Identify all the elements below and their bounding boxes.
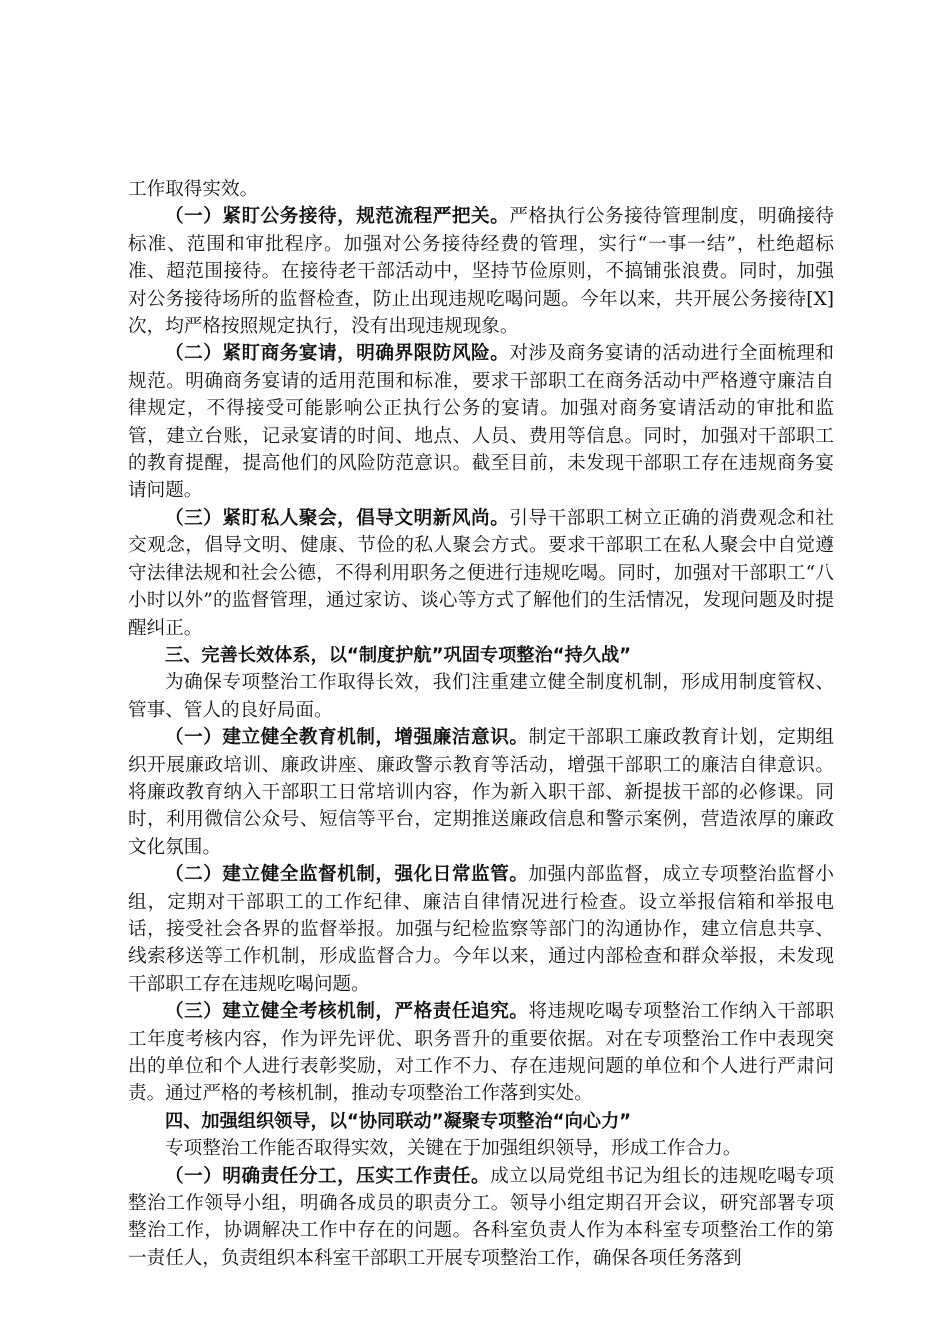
section-paragraph-business-banquet bbox=[128, 340, 834, 504]
section-paragraph-education-mechanism bbox=[128, 724, 834, 861]
section-body: 加强内部监督，成立专项整治监督小组，定期对干部职工的工作纪律、廉洁自律情况进行检查。设立举报信箱和举报电话，接受社会各界的监督举报。加强与纪检监察等部门的沟通协作，建立信息共享、线索移送等工作机制，形成监督合力。今年以来，通过内部检查和群众举报，未发现干部职工存在违规吃喝问题。 bbox=[128, 864, 834, 995]
intro-paragraph-three: 为确保专项整治工作取得长效，我们注重建立健全制度机制，形成用制度管权、管事、管人的良好局面。 bbox=[128, 672, 834, 721]
section-title: （一）建立健全教育机制，增强廉洁意识。 bbox=[165, 727, 529, 749]
section-title: （三）紧盯私人聚会，倡导文明新风尚。 bbox=[165, 507, 510, 529]
section-paragraph-private-gathering bbox=[128, 505, 834, 642]
document-page bbox=[128, 176, 834, 1272]
heading-four: 四、加强组织领导，以“协同联动”凝聚专项整治“向心力” bbox=[165, 1110, 632, 1132]
section-body: 严格执行公务接待管理制度，明确接待标准、范围和审批程序。加强对公务接待经费的管理，实行“一事一结”，杜绝超标准、超范围接待。在接待老干部活动中，坚持节俭原则，不搞铺张浪费。同时，加强对公务接待场所的监督检查，防止出现违规吃喝问题。今年以来，共开展公务接待[X]次，均严格按照规定执行，没有出现违规现象。 bbox=[128, 206, 834, 338]
section-title: （三）建立健全考核机制，严格责任追究。 bbox=[165, 1001, 529, 1023]
heading-three: 三、完善长效体系，以“制度护航”巩固专项整治“持久战” bbox=[165, 644, 632, 666]
section-body: 制定干部职工廉政教育计划，定期组织开展廉政培训、廉政讲座、廉政警示教育等活动，增强干部职工的廉洁自律意识。将廉政教育纳入干部职工日常培训内容，作为新入职干部、新提拔干部的必修课。同时，利用微信公众号、短信等平台，定期推送廉政信息和警示案例，营造浓厚的廉政文化氛围。 bbox=[128, 727, 834, 858]
section-paragraph-official-reception bbox=[128, 203, 834, 340]
section-paragraph-assessment-mechanism bbox=[128, 998, 834, 1108]
section-title: （二）建立健全监督机制，强化日常监管。 bbox=[165, 864, 529, 886]
section-title: （一）明确责任分工，压实工作责任。 bbox=[165, 1165, 491, 1187]
continuation-paragraph: 工作取得实效。 bbox=[128, 179, 259, 200]
section-body: 对涉及商务宴请的活动进行全面梳理和规范。明确商务宴请的适用范围和标准，要求干部职工在商务活动中严格遵守廉洁自律规定，不得接受可能影响公正执行公务的宴请。加强对商务宴请活动的审批和监管，建立台账，记录宴请的时间、地点、人员、费用等信息。同时，加强对干部职工的教育提醒，提高他们的风险防范意识。截至目前，未发现干部职工存在违规商务宴请问题。 bbox=[128, 343, 834, 502]
section-title: （一）紧盯公务接待，规范流程严把关。 bbox=[165, 206, 510, 228]
section-body: 成立以局党组书记为组长的违规吃喝专项整治工作领导小组，明确各成员的职责分工。领导小组定期召开会议，研究部署专项整治工作，协调解决工作中存在的问题。各科室负责人作为本科室专项整治工作的第一责任人，负责组织本科室干部职工开展专项整治工作，确保各项任务落到 bbox=[128, 1165, 834, 1269]
section-paragraph-supervision-mechanism bbox=[128, 861, 834, 998]
section-paragraph-responsibility bbox=[128, 1163, 834, 1273]
section-title: （二）紧盯商务宴请，明确界限防风险。 bbox=[165, 343, 510, 365]
section-body: 引导干部职工树立正确的消费观念和社交观念，倡导文明、健康、节俭的私人聚会方式。要求干部职工在私人聚会中自觉遵守法律法规和社会公德，不得利用职务之便进行违规吃喝。同时，加强对干部职工“八小时以外”的监督管理，通过家访、谈心等方式了解他们的生活情况，发现问题及时提醒纠正。 bbox=[128, 507, 834, 639]
section-body: 将违规吃喝专项整治工作纳入干部职工年度考核内容，作为评先评优、职务晋升的重要依据。对在专项整治工作中表现突出的单位和个人进行表彰奖励，对工作不力、存在违规问题的单位和个人进行严肃问责。通过严格的考核机制，推动专项整治工作落到实处。 bbox=[128, 1001, 834, 1105]
intro-paragraph-four: 专项整治工作能否取得实效，关键在于加强组织领导，形成工作合力。 bbox=[165, 1138, 742, 1160]
